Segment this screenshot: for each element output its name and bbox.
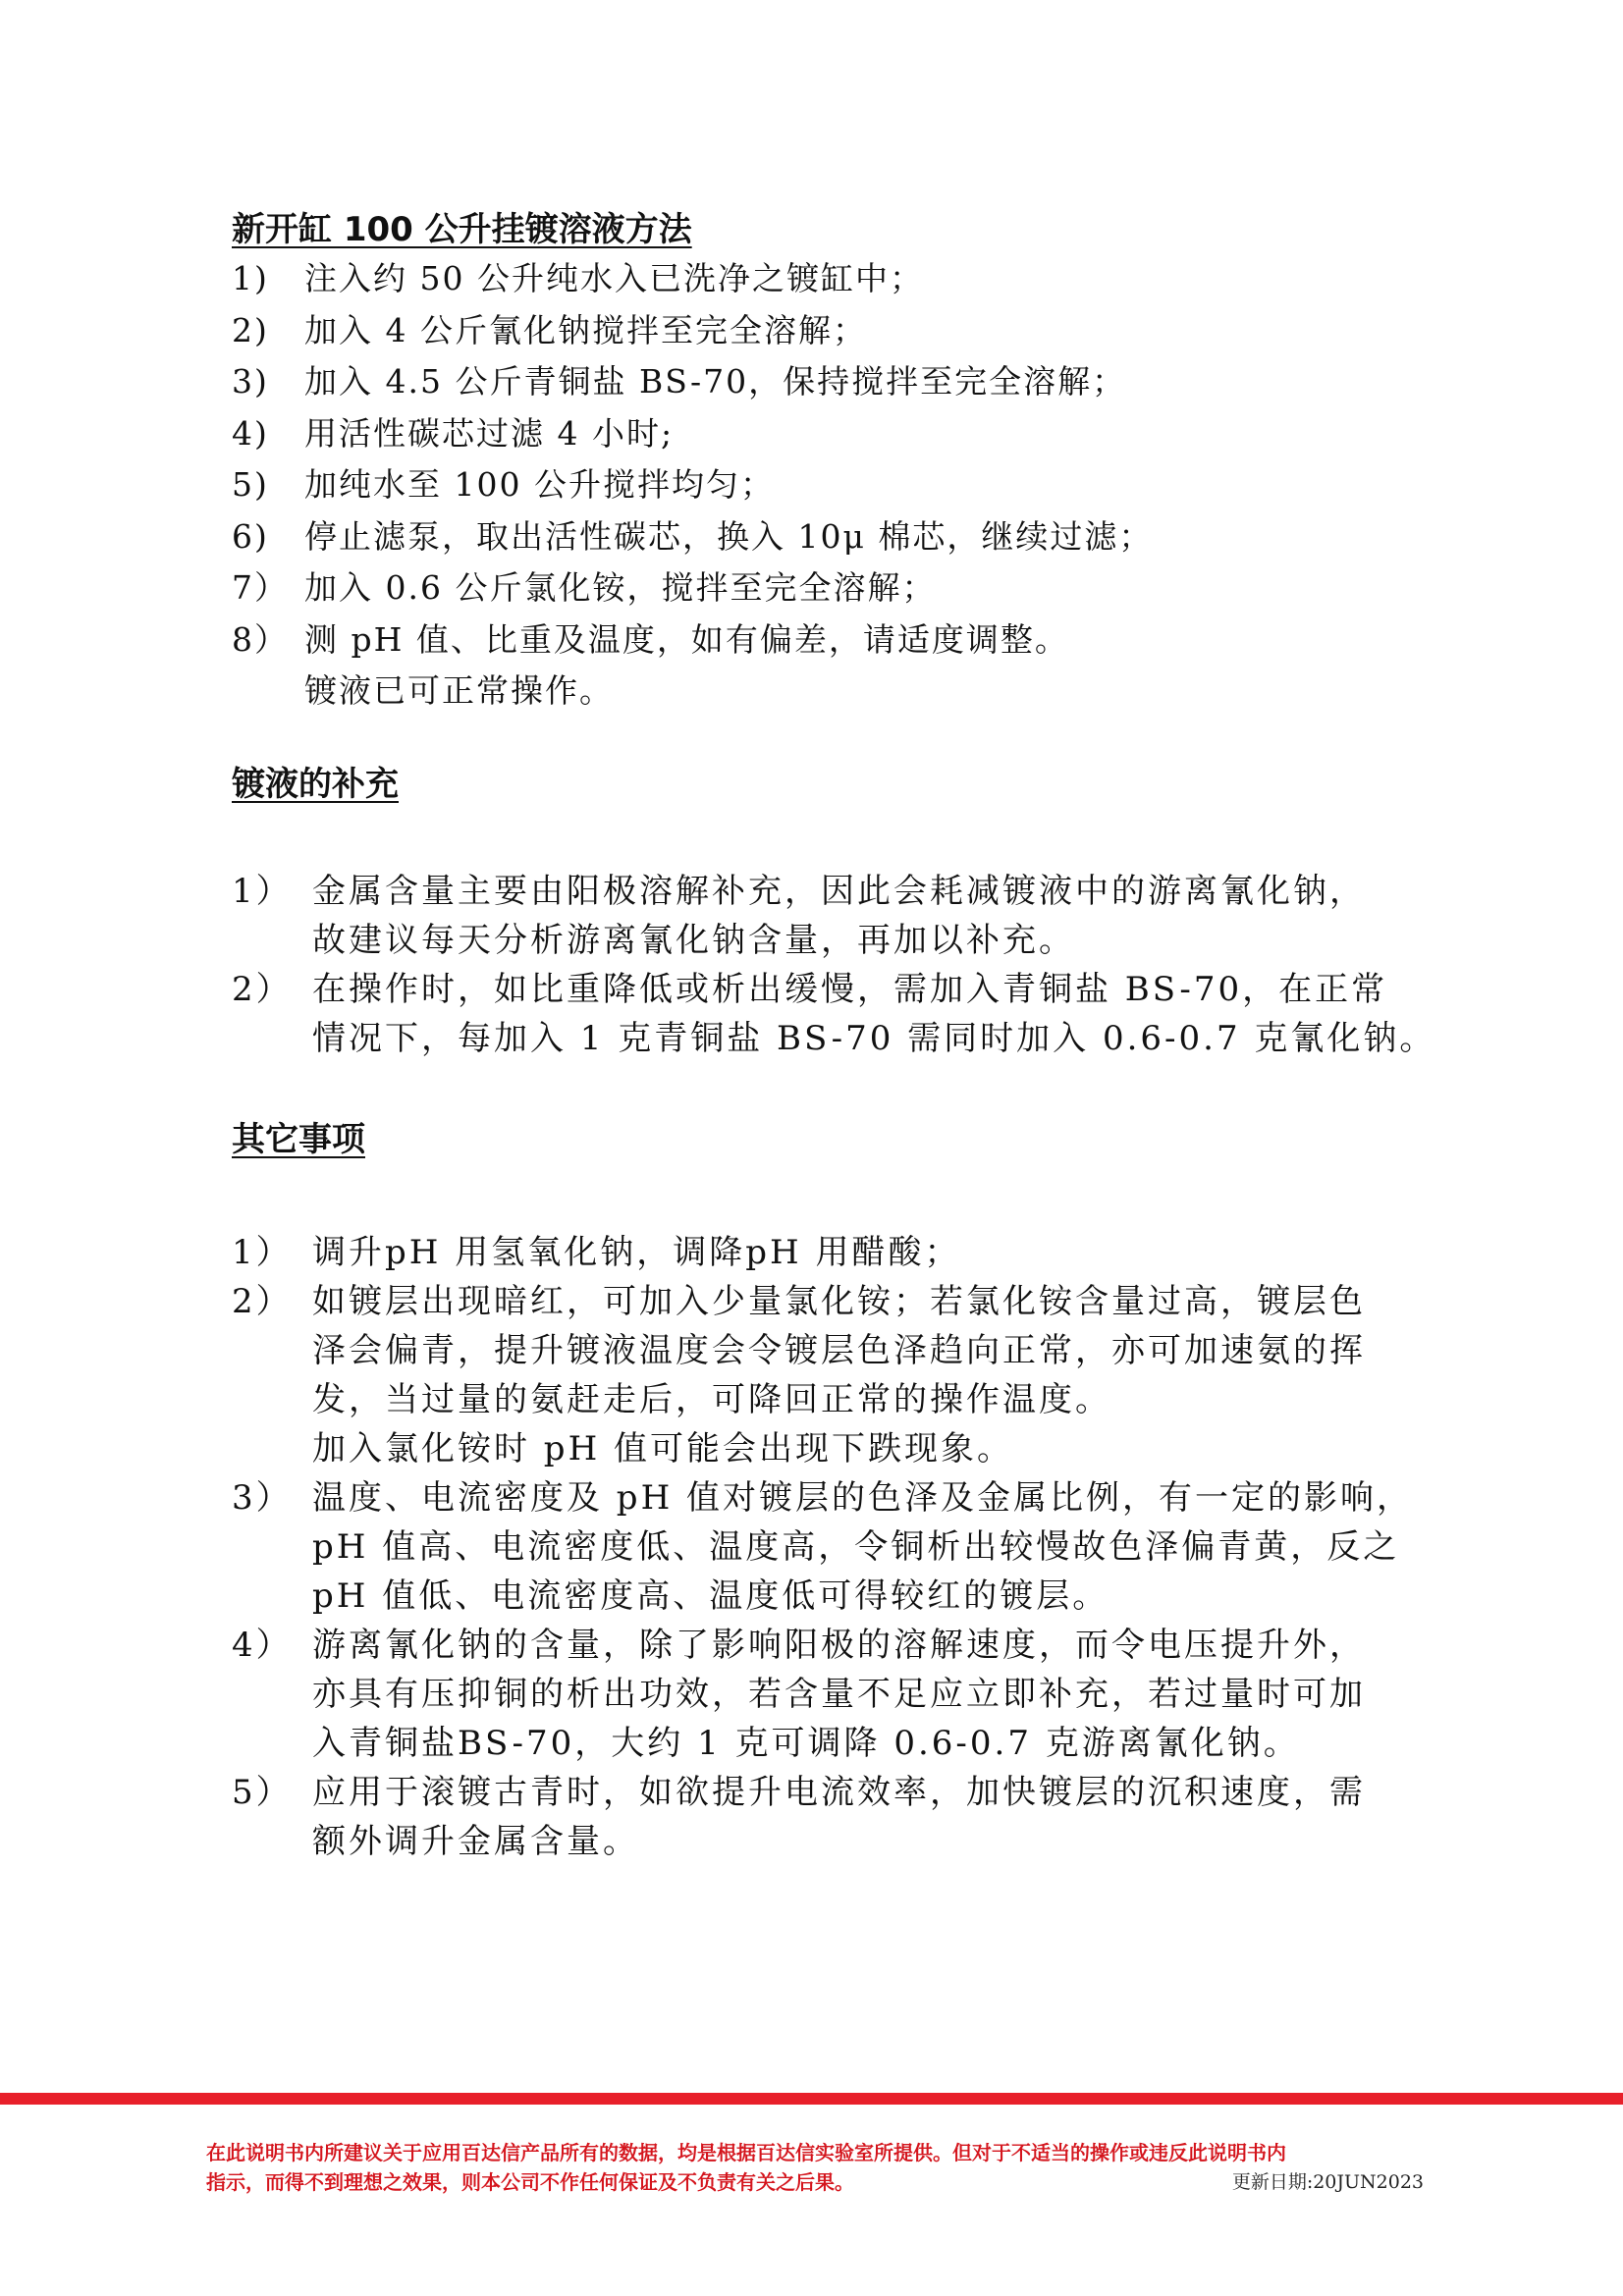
- footer-disclaimer: [206, 2138, 1424, 2197]
- list-item: 5) 加纯水至 100 公升搅拌均匀；: [232, 465, 775, 504]
- section-other-notes: [232, 1116, 1439, 1866]
- list-item: 3) 加入 4.5 公斤青铜盐 BS-70，保持搅拌至完全溶解；: [232, 362, 1127, 400]
- disclaimer-line-2: 指示，而得不到理想之效果，则本公司不作任何保证及不负责有关之后果。: [206, 2170, 854, 2194]
- disclaimer-line-1: 在此说明书内所建议关于应用百达信产品所有的数据，均是根据百达信实验室所提供。但对于不适当的操作或违反此说明书内: [206, 2141, 1286, 2164]
- section-title-replenishment: 镀液的补充: [232, 765, 399, 804]
- list-item: 1） 调升pH 用氢氧化钠，调降pH 用醋酸；: [232, 1233, 961, 1272]
- list-item: 5） 应用于滚镀古青时，如欲提升电流效率，加快镀层的沉积速度，需 额外调升金属含量。: [232, 1773, 1366, 1861]
- list-item: 2） 在操作时，如比重降低或析出缓慢，需加入青铜盐 BS-70，在正常 情况下，每加入 1 克青铜盐 BS-70 需同时加入 0.6-0.7 克氰化钠。: [232, 970, 1436, 1058]
- list-item: 2) 加入 4 公斤氰化钠搅拌至完全溶解；: [232, 310, 867, 349]
- step-list: [232, 253, 1439, 718]
- notes-list: [232, 1228, 1439, 1866]
- list-item: 2） 如镀层出现暗红，可加入少量氯化铵；若氯化铵含量过高，镀层色 泽会偏青，提升镀液温度会令镀层色泽趋向正常，亦可加速氨的挥 发，当过量的氨赶走后，可降回正常的操作温度。 加入氯化铵时 pH 值可能会出现下跌现象。: [232, 1282, 1366, 1468]
- list-item: 6) 停止滤泵，取出活性碳芯，换入 10μ 棉芯，继续过滤；: [232, 516, 1154, 556]
- section-title-other-notes: 其它事项: [232, 1120, 365, 1159]
- list-item: 3） 温度、电流密度及 pH 值对镀层的色泽及金属比例，有一定的影响， pH 值高、电流密度低、温度高，令铜析出较慢故色泽偏青黄，反之 pH 值低、电流密度高、温度低可得较红的镀层。: [232, 1478, 1414, 1616]
- list-item: 1) 注入约 50 公升纯水入已洗净之镀缸中；: [232, 259, 924, 297]
- list-item: 1） 金属含量主要由阳极溶解补充，因此会耗减镀液中的游离氰化钠， 故建议每天分析游离氰化钠含量，再加以补充。: [232, 872, 1366, 960]
- section-replenishment: [232, 761, 1439, 1063]
- section-new-tank: [232, 206, 1439, 718]
- replenishment-list: [232, 867, 1439, 1063]
- footer-divider: [0, 2093, 1623, 2105]
- list-item: 4） 游离氰化钠的含量，除了影响阳极的溶解速度，而令电压提升外， 亦具有压抑铜的析出功效，若含量不足应立即补充，若过量时可加 入青铜盐BS-70，大约 1 克可调降 0.6-0.7 克游离氰化钠。: [232, 1626, 1366, 1763]
- list-item: 7） 加入 0.6 公斤氯化铵，搅拌至完全溶解；: [232, 568, 937, 607]
- section-title-new-tank: 新开缸 100 公升挂镀溶液方法: [232, 210, 692, 249]
- update-date: 更新日期:20JUN2023: [1231, 2171, 1424, 2193]
- list-item: 4) 用活性碳芯过滤 4 小时;: [232, 413, 675, 453]
- list-item: 8） 测 pH 值、比重及温度，如有偏差，请适度调整。 镀液已可正常操作。: [232, 619, 1069, 710]
